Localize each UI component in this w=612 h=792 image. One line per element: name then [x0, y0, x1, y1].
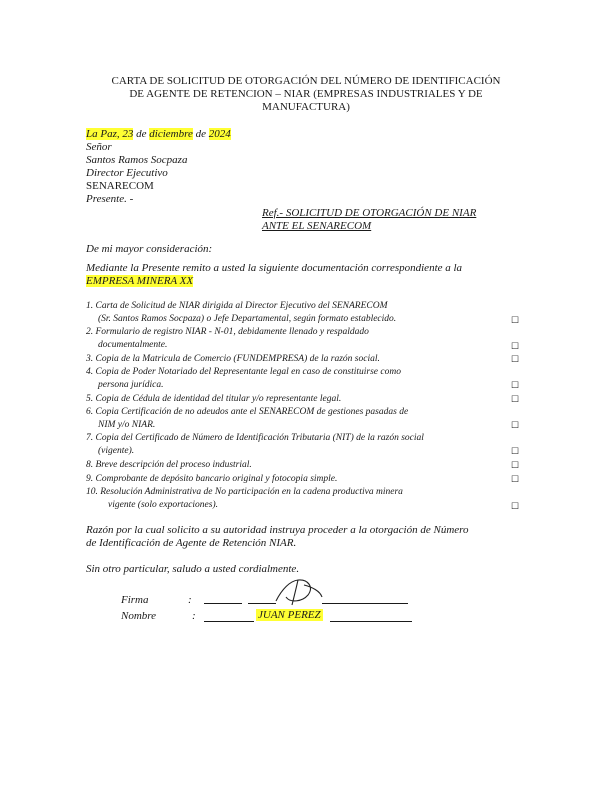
date-month: diciembre	[149, 128, 193, 140]
list-item: 1. Carta de Solicitud de NIAR dirigida al Director Ejecutivo del SENARECOM (Sr. Santos Ramos Socpaza) o Jefe Departamental, según formato establecido.	[86, 301, 397, 324]
checkbox-icon[interactable]: ☐	[511, 460, 520, 470]
date-year: 2024	[208, 128, 231, 140]
checkbox-icon[interactable]: ☐	[511, 341, 520, 351]
intro-company: EMPRESA MINERA XX	[86, 275, 194, 287]
list-item: 8. Breve descripción del proceso industrial.	[86, 460, 252, 470]
checkbox-icon[interactable]: ☐	[511, 380, 520, 390]
date-place: La Paz, 23	[86, 128, 134, 140]
recipient-salutation: Señor	[86, 141, 112, 153]
checkbox-icon[interactable]: ☐	[511, 420, 520, 430]
nombre-line-2	[330, 621, 412, 622]
reference-block	[262, 207, 476, 233]
firma-colon: :	[188, 594, 192, 606]
list-item: 6. Copia Certificación de no adeudos ante el SENARECOM de gestiones pasadas de NIM y/o NIAR.	[86, 407, 409, 430]
nombre-label: Nombre	[121, 610, 157, 622]
date-de-1: de	[136, 128, 147, 140]
list-item: 7. Copia del Certificado de Número de Identificación Tributaria (NIT) de la razón social (vigente).	[86, 433, 424, 456]
reference-line-2: ANTE EL SENARECOM	[262, 220, 372, 232]
recipient-org: SENARECOM	[86, 180, 154, 192]
greeting: De mi mayor consideración:	[86, 243, 213, 255]
list-item: 5. Copia de Cédula de identidad del titular y/o representante legal.	[86, 394, 342, 404]
list-item: 9. Comprobante de depósito bancario original y fotocopia simple.	[86, 474, 338, 484]
list-item: 2. Formulario de registro NIAR - N-01, debidamente llenado y respaldado documentalmente.	[86, 327, 369, 350]
checkbox-icon[interactable]: ☐	[511, 474, 520, 484]
list-item: 10. Resolución Administrativa de No participación en la cadena productiva minera vigente (solo exportaciones).	[86, 487, 403, 510]
title-line-1: CARTA DE SOLICITUD DE OTORGACIÓN DEL NÚMERO DE IDENTIFICACIÓN	[111, 75, 501, 87]
checkbox-icon[interactable]: ☐	[511, 446, 520, 456]
reference-line-1: Ref.- SOLICITUD DE OTORGACIÓN DE NIAR	[262, 207, 477, 219]
date-line	[86, 128, 231, 141]
title-line-2: DE AGENTE DE RETENCION – NIAR (EMPRESAS INDUSTRIALES Y DE	[129, 88, 483, 100]
nombre-value[interactable]: JUAN PEREZ	[258, 609, 321, 621]
firma-line-3	[322, 603, 408, 604]
intro-text: Mediante la Presente remito a usted la siguiente documentación correspondiente a la	[86, 262, 463, 274]
recipient-block	[86, 141, 187, 206]
date-de-2: de	[195, 128, 206, 140]
nombre-line-1	[204, 621, 254, 622]
firma-line-1	[204, 603, 242, 604]
list-item: 4. Copia de Poder Notariado del Representante legal en caso de constituirse como persona jurídica.	[86, 367, 401, 390]
recipient-position: Director Ejecutivo	[86, 167, 168, 179]
list-item: 3. Copia de la Matricula de Comercio (FUNDEMPRESA) de la razón social.	[86, 354, 380, 364]
recipient-name: Santos Ramos Socpaza	[86, 154, 188, 166]
checkbox-icon[interactable]: ☐	[511, 501, 520, 511]
handwritten-signature	[268, 575, 328, 607]
checkbox-icon[interactable]: ☐	[511, 394, 520, 404]
letter-title	[60, 75, 552, 114]
recipient-presente: Presente. -	[86, 193, 134, 205]
firma-label: Firma	[121, 594, 149, 606]
nombre-colon: :	[192, 610, 196, 622]
intro-paragraph	[86, 262, 536, 288]
farewell: Sin otro particular, saludo a usted cordialmente.	[86, 563, 300, 575]
checkbox-icon[interactable]: ☐	[511, 315, 520, 325]
title-line-3: MANUFACTURA)	[262, 101, 350, 113]
closing-request: Razón por la cual solicito a su autoridad instruya proceder a la otorgación de Número de Identificación de Agente de Retención NIAR.	[86, 524, 469, 549]
checkbox-icon[interactable]: ☐	[511, 354, 520, 364]
